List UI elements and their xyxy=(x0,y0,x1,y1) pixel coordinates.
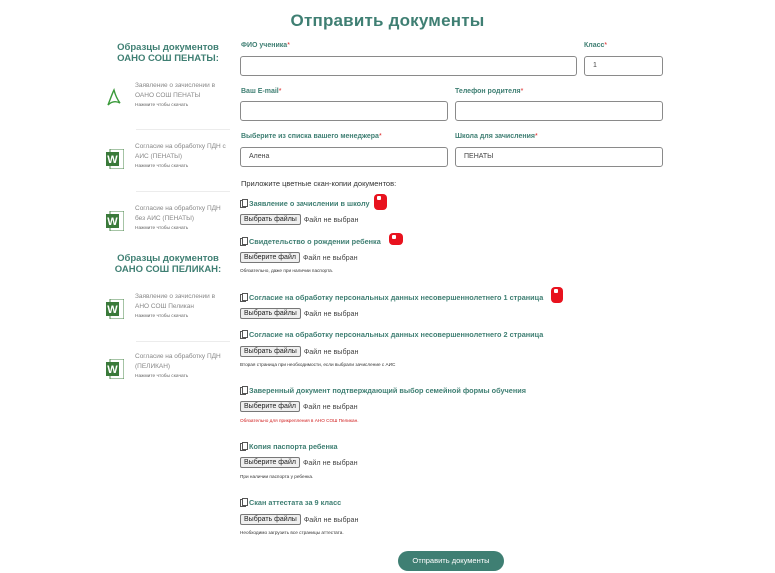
doc-note: Вторая страница при необходимости, если выбрали зачисление с АИС xyxy=(240,362,396,367)
attachment-icon xyxy=(240,237,247,245)
sidebar-group-title-penaty: Образцы документов ОАНО СОШ ПЕНАТЫ: xyxy=(117,42,219,64)
attachment-icon xyxy=(240,498,247,506)
file-status: Файл не выбран xyxy=(303,515,359,524)
sidebar-doc-title: Заявление о зачислении в АНО СОШ Пеликан xyxy=(135,293,216,310)
choose-file-button[interactable]: Выбрать файлы xyxy=(240,308,301,319)
sidebar-doc-item[interactable] xyxy=(102,195,232,253)
sidebar-doc-item[interactable] xyxy=(102,283,232,341)
file-input-certificate-9[interactable] xyxy=(240,514,359,525)
file-status: Файл не выбран xyxy=(303,309,359,318)
download-hint: Нажмите чтобы скачать xyxy=(135,103,189,108)
attachment-icon xyxy=(240,293,247,301)
divider xyxy=(136,341,230,342)
choose-file-button[interactable]: Выбрать файлы xyxy=(240,514,301,525)
file-status: Файл не выбран xyxy=(303,347,359,356)
doc-label-passport: Копия паспорта ребенка xyxy=(240,442,338,451)
sidebar-doc-item[interactable] xyxy=(102,72,232,130)
doc-note: При наличии паспорта у ребенка. xyxy=(240,474,314,479)
annotation-marker xyxy=(551,287,563,303)
manager-select[interactable]: Алена xyxy=(240,147,448,167)
file-input-birth-certificate[interactable] xyxy=(240,252,358,263)
word-icon xyxy=(106,299,124,319)
file-status: Файл не выбран xyxy=(303,215,359,224)
email-label: Ваш E-mail* xyxy=(241,88,282,95)
attachment-icon xyxy=(240,330,247,338)
svg-text:W: W xyxy=(107,304,118,316)
file-status: Файл не выбран xyxy=(302,402,358,411)
page-title: Отправить документы xyxy=(290,11,485,30)
phone-input[interactable] xyxy=(455,101,663,121)
class-label: Класс* xyxy=(584,42,608,49)
sidebar-doc-title: Согласие на обработку ПДН с АИС (ПЕНАТЫ) xyxy=(135,143,226,160)
attachment-icon xyxy=(240,442,247,450)
svg-text:W: W xyxy=(107,154,118,166)
doc-label-consent-page2: Согласие на обработку персональных данных несовершеннолетнего 2 страница xyxy=(240,330,543,339)
choose-file-button[interactable]: Выберите файл xyxy=(240,252,300,263)
email-input[interactable] xyxy=(240,101,448,121)
doc-label-application: Заявление о зачислении в школу xyxy=(240,199,370,208)
doc-note: Обязательно, даже при наличии паспорта. xyxy=(240,268,334,273)
download-hint: Нажмите чтобы скачать xyxy=(135,226,189,231)
choose-file-button[interactable]: Выбрать файлы xyxy=(240,214,301,225)
sidebar-doc-title: Согласие на обработку ПДН без АИС (ПЕНАТЫ) xyxy=(135,205,221,222)
choose-file-button[interactable]: Выбрать файлы xyxy=(240,346,301,357)
file-input-family-education[interactable] xyxy=(240,401,358,412)
download-hint: Нажмите чтобы скачать xyxy=(135,374,189,379)
divider xyxy=(136,129,230,130)
choose-file-button[interactable]: Выберите файл xyxy=(240,401,300,412)
svg-text:W: W xyxy=(107,364,118,376)
download-hint: Нажмите чтобы скачать xyxy=(135,314,189,319)
sidebar-doc-item[interactable] xyxy=(102,343,232,401)
attachment-icon xyxy=(240,386,247,394)
download-hint: Нажмите чтобы скачать xyxy=(135,164,189,169)
pdf-icon xyxy=(106,86,122,108)
choose-file-button[interactable]: Выберите файл xyxy=(240,457,300,468)
sidebar-group-title-pelikan: Образцы документов ОАНО СОШ ПЕЛИКАН: xyxy=(114,253,222,275)
attachment-icon xyxy=(240,199,247,207)
attach-hint: Приложите цветные скан-копии документов: xyxy=(241,179,397,188)
doc-note-required: Обязательно для прикрепления в АНО СОШ Пеликан. xyxy=(240,418,359,423)
file-status: Файл не выбран xyxy=(302,458,358,467)
file-input-consent-page2[interactable] xyxy=(240,346,359,357)
svg-text:W: W xyxy=(107,216,118,228)
annotation-marker xyxy=(374,194,387,210)
class-input[interactable]: 1 xyxy=(584,56,663,76)
fio-label: ФИО ученика* xyxy=(241,42,290,49)
manager-label: Выберите из списка вашего менеджера* xyxy=(241,133,382,140)
word-icon xyxy=(106,211,124,231)
file-input-application[interactable] xyxy=(240,214,359,225)
file-status: Файл не выбран xyxy=(302,253,358,262)
phone-label: Телефон родителя* xyxy=(455,88,524,95)
file-input-consent-page1[interactable] xyxy=(240,308,359,319)
doc-label-birth-certificate: Свидетельство о рождении ребенка xyxy=(240,237,381,246)
divider xyxy=(136,191,230,192)
doc-label-certificate-9: Скан аттестата за 9 класс xyxy=(240,498,341,507)
word-icon xyxy=(106,359,124,379)
school-label: Школа для зачисления* xyxy=(455,133,538,140)
submit-button[interactable]: Отправить документы xyxy=(398,551,504,571)
doc-label-family-education: Заверенный документ подтверждающий выбор семейной формы обучения xyxy=(240,386,526,395)
sidebar-doc-title: Заявление о зачислении в ОАНО СОШ ПЕНАТЫ xyxy=(135,82,216,99)
school-select[interactable]: ПЕНАТЫ xyxy=(455,147,663,167)
sidebar-doc-title: Согласие на обработку ПДН (ПЕЛИКАН) xyxy=(135,353,221,370)
sidebar-doc-item[interactable] xyxy=(102,133,232,191)
doc-label-consent-page1: Согласие на обработку персональных данных несовершеннолетнего 1 страница xyxy=(240,293,543,302)
annotation-marker xyxy=(389,233,403,245)
word-icon xyxy=(106,149,124,169)
doc-note: Необходимо загрузить все страницы аттестата. xyxy=(240,530,344,535)
fio-input[interactable] xyxy=(240,56,577,76)
file-input-passport[interactable] xyxy=(240,457,358,468)
